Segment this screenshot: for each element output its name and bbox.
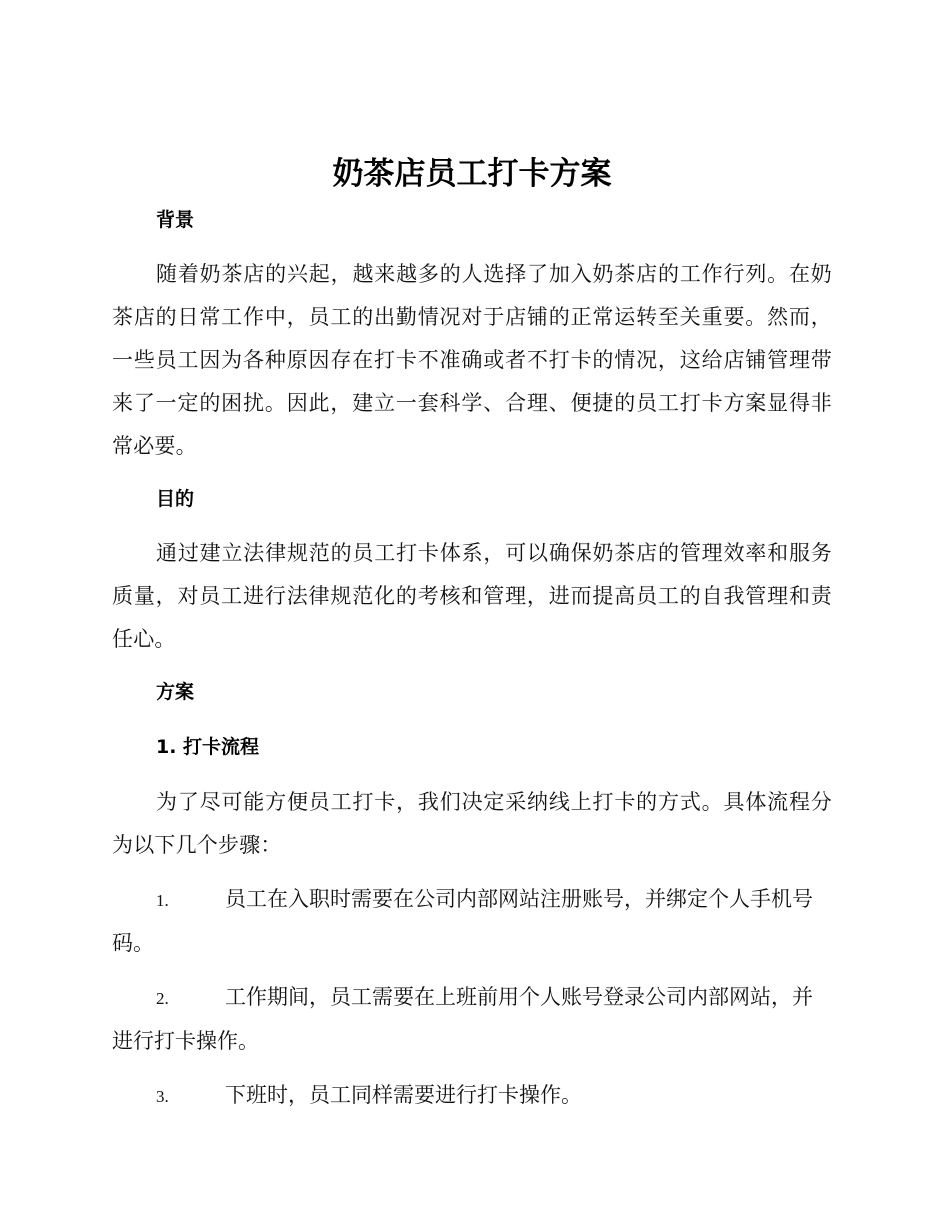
list-item-text: 员工在入职时需要在公司内部网站注册账号，并绑定个人手机号码。 [112, 887, 813, 955]
section-heading-background: 背景 [156, 209, 195, 231]
list-item-number: 2. [156, 989, 169, 1008]
list-item [112, 976, 832, 1063]
list-item [112, 878, 832, 965]
list-item-text: 下班时，员工同样需要进行打卡操作。 [225, 1083, 582, 1107]
background-paragraph: 随着奶茶店的兴起，越来越多的人选择了加入奶茶店的工作行列。在奶茶店的日常工作中，员工的出勤情况对于店铺的正常运转至关重要。然而，一些员工因为各种原因存在打卡不准确或者不打卡的情况，这给店铺管理带来了一定的困扰。因此，建立一套科学、合理、便捷的员工打卡方案显得非常必要。 [112, 262, 832, 458]
subsection-heading-checkin-process: 1. 打卡流程 [156, 736, 260, 758]
section-heading-purpose: 目的 [156, 488, 195, 510]
list-item-number: 3. [156, 1087, 169, 1106]
document-title: 奶茶店员工打卡方案 [332, 156, 612, 192]
purpose-paragraph: 通过建立法律规范的员工打卡体系，可以确保奶茶店的管理效率和服务质量，对员工进行法律规范化的考核和管理，进而提高员工的自我管理和责任心。 [112, 541, 832, 651]
checkin-process-paragraph: 为了尽可能方便员工打卡，我们决定采纳线上打卡的方式。具体流程分为以下几个步骤： [112, 790, 832, 857]
list-item-number: 1. [156, 891, 169, 910]
list-item-text: 工作期间，员工需要在上班前用个人账号登录公司内部网站，并进行打卡操作。 [112, 985, 813, 1053]
list-item [112, 1074, 832, 1118]
section-heading-plan: 方案 [156, 681, 195, 703]
